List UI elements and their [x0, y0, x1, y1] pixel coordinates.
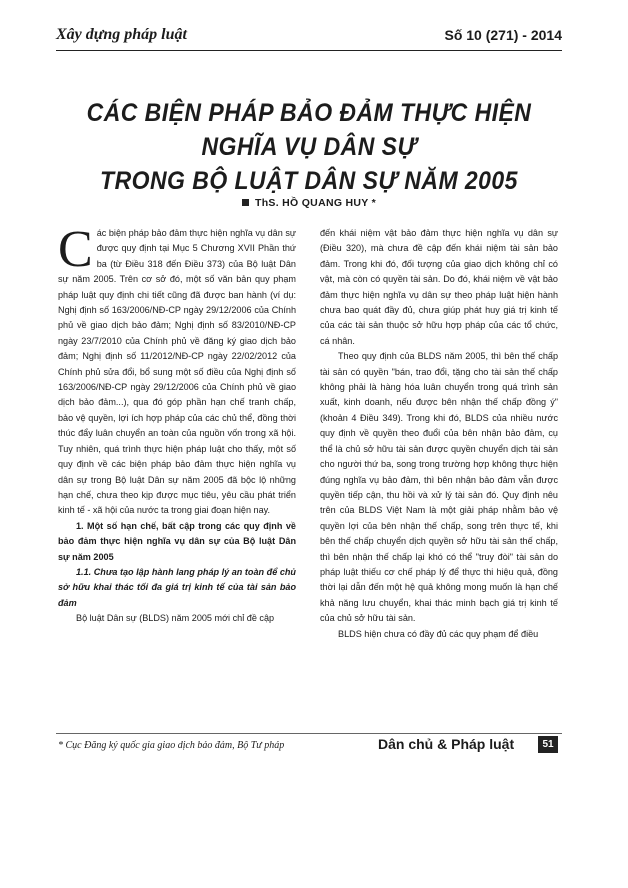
drop-cap: C: [58, 221, 93, 278]
right-column: [320, 226, 558, 642]
magazine-brand: Dân chủ & Pháp luật: [378, 736, 515, 752]
article-title: [76, 96, 542, 198]
footnote: * Cục Đăng ký quốc gia giao dịch bảo đảm, Bộ Tư pháp: [58, 740, 285, 751]
body-paragraph: Theo quy định của BLDS năm 2005, thì bên thế chấp tài sản có quyền "bán, trao đổi, tặng cho tài sản thế chấp không phải là hàng hóa luân chuyển trong quá trình sản xuất, kinh doanh, nếu được bên nhận thế chấp đồng ý" (khoản 4 Điều 349). Trong khi đó, BLDS của nhiều nước quy định về quyền theo đuổi của bên nhận bảo đảm, cụ thể là chủ sở hữu tài sản được quyền chuyển dịch tài sản cho người thứ ba, song trong trường hợp không thực hiện đúng nghĩa vụ bảo đảm, thì bên nhận bảo đảm vẫn được quyền tiếp cận, thu hồi và xử lý tài sản đó. Quy định nêu trên của BLDS Việt Nam là một giải pháp nhằm bảo vệ quyền lợi của bên nhận thế chấp, song trên thực tế, khi bên thế chấp chuyển dịch quyền sở hữu tài sản thế chấp, thì bên nhận thế chấp lại khó có thể "truy đòi" tài sản do pháp luật thiếu cơ chế pháp lý để thực thi hiệu quả, đồng thời lại dẫn đến một hệ quả không mong muốn là hạn chế khả năng lưu chuyển, khai thác minh bạch giá trị kinh tế của chủ sở hữu tài sản.: [320, 351, 558, 624]
article-title-line-1: CÁC BIỆN PHÁP BẢO ĐẢM THỰC HIỆN NGHĨA VỤ DÂN SỰ: [86, 99, 532, 161]
section-heading-1: 1. Một số hạn chế, bất cập trong các quy định về bảo đảm thực hiện nghĩa vụ dân sự của Bộ luật Dân sự năm 2005: [58, 520, 296, 562]
article-title-line-2: TRONG BỘ LUẬT DÂN SỰ NĂM 2005: [100, 167, 518, 195]
header-divider: [56, 50, 562, 51]
journal-section-title: Xây dựng pháp luật: [56, 26, 187, 43]
square-bullet-icon: [242, 199, 249, 206]
body-paragraph: Bộ luật Dân sự (BLDS) năm 2005 mới chỉ đề cập: [76, 613, 275, 624]
footer-divider: [56, 733, 562, 734]
page-number: 51: [538, 736, 558, 753]
author-name: ThS. HỒ QUANG HUY *: [254, 197, 376, 209]
body-paragraph: đến khái niệm vật bảo đảm thực hiện nghĩa vụ dân sự (Điều 320), mà chưa đề cập đến khái niệm tài sản bảo đảm. Trong khi đó, đối tượng của giao dịch không chỉ có vật, mà còn có quyền tài sản. Do đó, khái niệm về vật bảo đảm thực hiện nghĩa vụ dân sự theo pháp luật hiện hành chưa bao quát đầy đủ, chưa giúp phát huy giá trị kinh tế của các tài sản thuộc sở hữu hợp pháp của các tổ chức, cá nhân.: [320, 228, 558, 346]
author-line: [56, 197, 562, 209]
issue-number: Số 10 (271) - 2014: [444, 27, 562, 43]
body-paragraph: BLDS hiện chưa có đầy đủ các quy phạm để điều: [338, 628, 539, 639]
intro-paragraph: Các biện pháp bảo đảm thực hiện nghĩa vụ dân sự được quy định tại Mục 5 Chương XVII Phần thứ ba (từ Điều 318 đến Điều 373) của Bộ luật Dân sự năm 2005. Trên cơ sở đó, một số văn bản quy phạm pháp luật quy định chi tiết cũng đã được ban hành (ví dụ: Nghị định số 163/2006/NĐ-CP ngày 29/12/2006 của Chính phủ về giao dịch bảo đảm; Nghị định số 83/2010/NĐ-CP ngày 23/7/2010 của Chính phủ về đăng ký giao dịch bảo đảm; Nghị định số 11/2012/NĐ-CP ngày 22/02/2012 của Chính phủ sửa đổi, bổ sung một số điều của Nghị định số 163/2006/NĐ-CP ngày 29/12/2006 của Chính phủ về giao dịch bảo đảm...), qua đó góp phần hạn chế tranh chấp, bảo vệ quyền, lợi ích hợp pháp của các chủ thể, đồng thời thúc đẩy luân chuyển an toàn của nguồn vốn trong xã hội. Tuy nhiên, quá trình thực hiện pháp luật cho thấy, một số quy định về các biện pháp bảo đảm thực hiện nghĩa vụ dân sự trong Bộ luật Dân sự năm 2005 đã bộc lộ những hạn chế, chưa theo kịp được mục tiêu, yêu cầu phát triển kinh tế - xã hội của nước ta trong giai đoạn hiện nay.: [58, 221, 296, 516]
subsection-heading-1-1: 1.1. Chưa tạo lập hành lang pháp lý an toàn để chủ sở hữu khai thác tối đa giá trị kinh tế của tài sản bảo đảm: [58, 566, 296, 608]
running-header: [56, 26, 562, 48]
left-column: [58, 221, 296, 627]
